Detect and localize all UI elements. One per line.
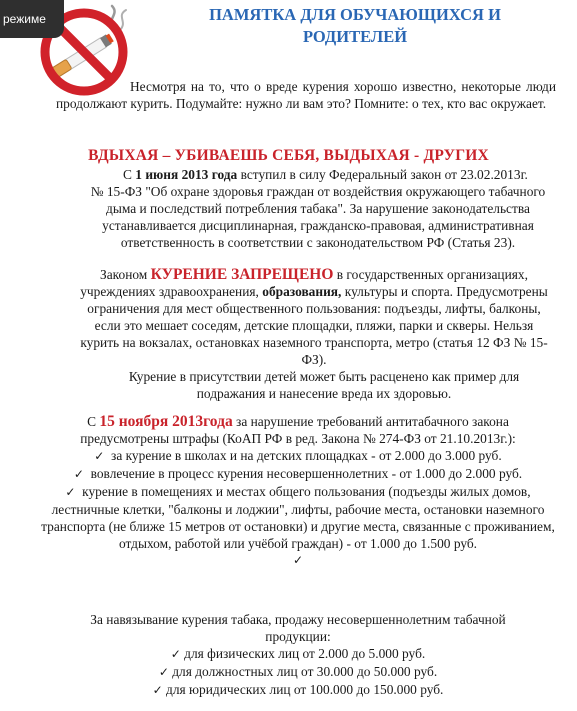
check-icon: ✓ bbox=[152, 683, 163, 697]
sales-item bbox=[38, 663, 558, 681]
check-icon: ✓ bbox=[292, 553, 304, 567]
check-icon: ✓ bbox=[158, 665, 169, 679]
check-icon: ✓ bbox=[73, 467, 84, 481]
sales-item-text: для должностных лиц от 30.000 до 50.000 руб. bbox=[172, 664, 438, 679]
ban-mid: в государственных организациях, учреждениях здравоохранения, bbox=[80, 267, 528, 299]
slogan: ВДЫХАЯ – УБИВАЕШЬ СЕБЯ, ВЫДЫХАЯ - ДРУГИХ bbox=[88, 147, 489, 164]
fine-item bbox=[38, 447, 558, 465]
fine-item-text: вовлечение в процесс курения несовершеннолетних - от 1.000 до 2.000 руб. bbox=[90, 466, 523, 481]
ban-paragraph bbox=[74, 266, 554, 402]
fines-date: 15 ноября 2013года bbox=[99, 413, 233, 430]
law-post: вступил в силу Федеральный закон от 23.02.2013г. bbox=[237, 167, 528, 182]
fine-item-text: курение в помещениях и местах общего пользования (подъезды жилых домов, лестничные клетки, "балконы и лоджии", лифты, рабочие места, остановки наземного транспорта (не ближе 15 метров от остановки) и другие места, связанные с проживанием, отдыхом, работой или учёбой граждан) - от 1.000 до 1.500 руб. bbox=[41, 484, 555, 551]
intro-paragraph: Несмотря на то, что о вреде курения хорошо известно, некоторые люди продолжают курить. Подумайте: нужно ли вам это? Помните: о тех, кто вас окружает. bbox=[56, 79, 556, 111]
ban-post: культуры и спорта. Предусмотрены ограничения для мест общественного пользования: подъезды, лифты, балконы, если это мешает соседям, детские площадки, пляжи, парки и скверы. Нельзя курить на вокзалах, остановках наземного транспорта, метро (статья 12 ФЗ № 15-ФЗ). bbox=[80, 284, 548, 367]
fine-item bbox=[38, 465, 558, 483]
ban-highlight: КУРЕНИЕ ЗАПРЕЩЕНО bbox=[150, 266, 334, 283]
law-first-line bbox=[88, 166, 548, 183]
law-date: 1 июня 2013 года bbox=[135, 167, 238, 182]
ban-pre: Законом bbox=[100, 267, 151, 282]
law-rest: № 15-ФЗ "Об охране здоровья граждан от воздействия окружающего табачного дыма и последствий потребления табака". За нарушение законодательства устанавливается дисциплинарная, гражданско-правовая, административная ответственность в соответствии с законодательством РФ (Статья 23). bbox=[90, 184, 546, 250]
check-icon: ✓ bbox=[94, 449, 105, 463]
check-icon: ✓ bbox=[65, 485, 76, 499]
check-icon: ✓ bbox=[170, 647, 181, 661]
sales-item-text: для физических лиц от 2.000 до 5.000 руб. bbox=[184, 646, 426, 661]
mode-badge[interactable]: режиме bbox=[0, 0, 64, 38]
law-paragraph bbox=[88, 166, 548, 251]
law-pre: С bbox=[123, 167, 136, 182]
sales-section bbox=[38, 611, 558, 699]
title-line-1: ПАМЯТКА ДЛЯ ОБУЧАЮЩИХСЯ И bbox=[209, 5, 501, 24]
sales-item-text: для юридических лиц от 100.000 до 150.000 руб. bbox=[166, 682, 444, 697]
ban-education: образования, bbox=[262, 284, 342, 299]
fines-section bbox=[38, 413, 558, 569]
title-line-2: РОДИТЕЛЕЙ bbox=[302, 27, 408, 46]
sales-item bbox=[38, 681, 558, 699]
sales-item bbox=[38, 645, 558, 663]
fines-pre: С bbox=[87, 414, 100, 429]
sales-intro: За навязывание курения табака, продажу несовершеннолетним табачной продукции: bbox=[90, 612, 506, 644]
children-note: Курение в присутствии детей может быть расценено как пример для подражания и нанесение вреда их здоровью. bbox=[128, 369, 520, 401]
fine-item-text: за курение в школах и на детских площадках - от 2.000 до 3.000 руб. bbox=[111, 448, 502, 463]
fine-item bbox=[38, 483, 558, 552]
fines-post: за нарушение требований антитабачного закона предусмотрены штрафы (КоАП РФ в ред. Закона № 274-ФЗ от 21.10.2013г.): bbox=[80, 414, 516, 446]
page-title bbox=[140, 4, 570, 48]
